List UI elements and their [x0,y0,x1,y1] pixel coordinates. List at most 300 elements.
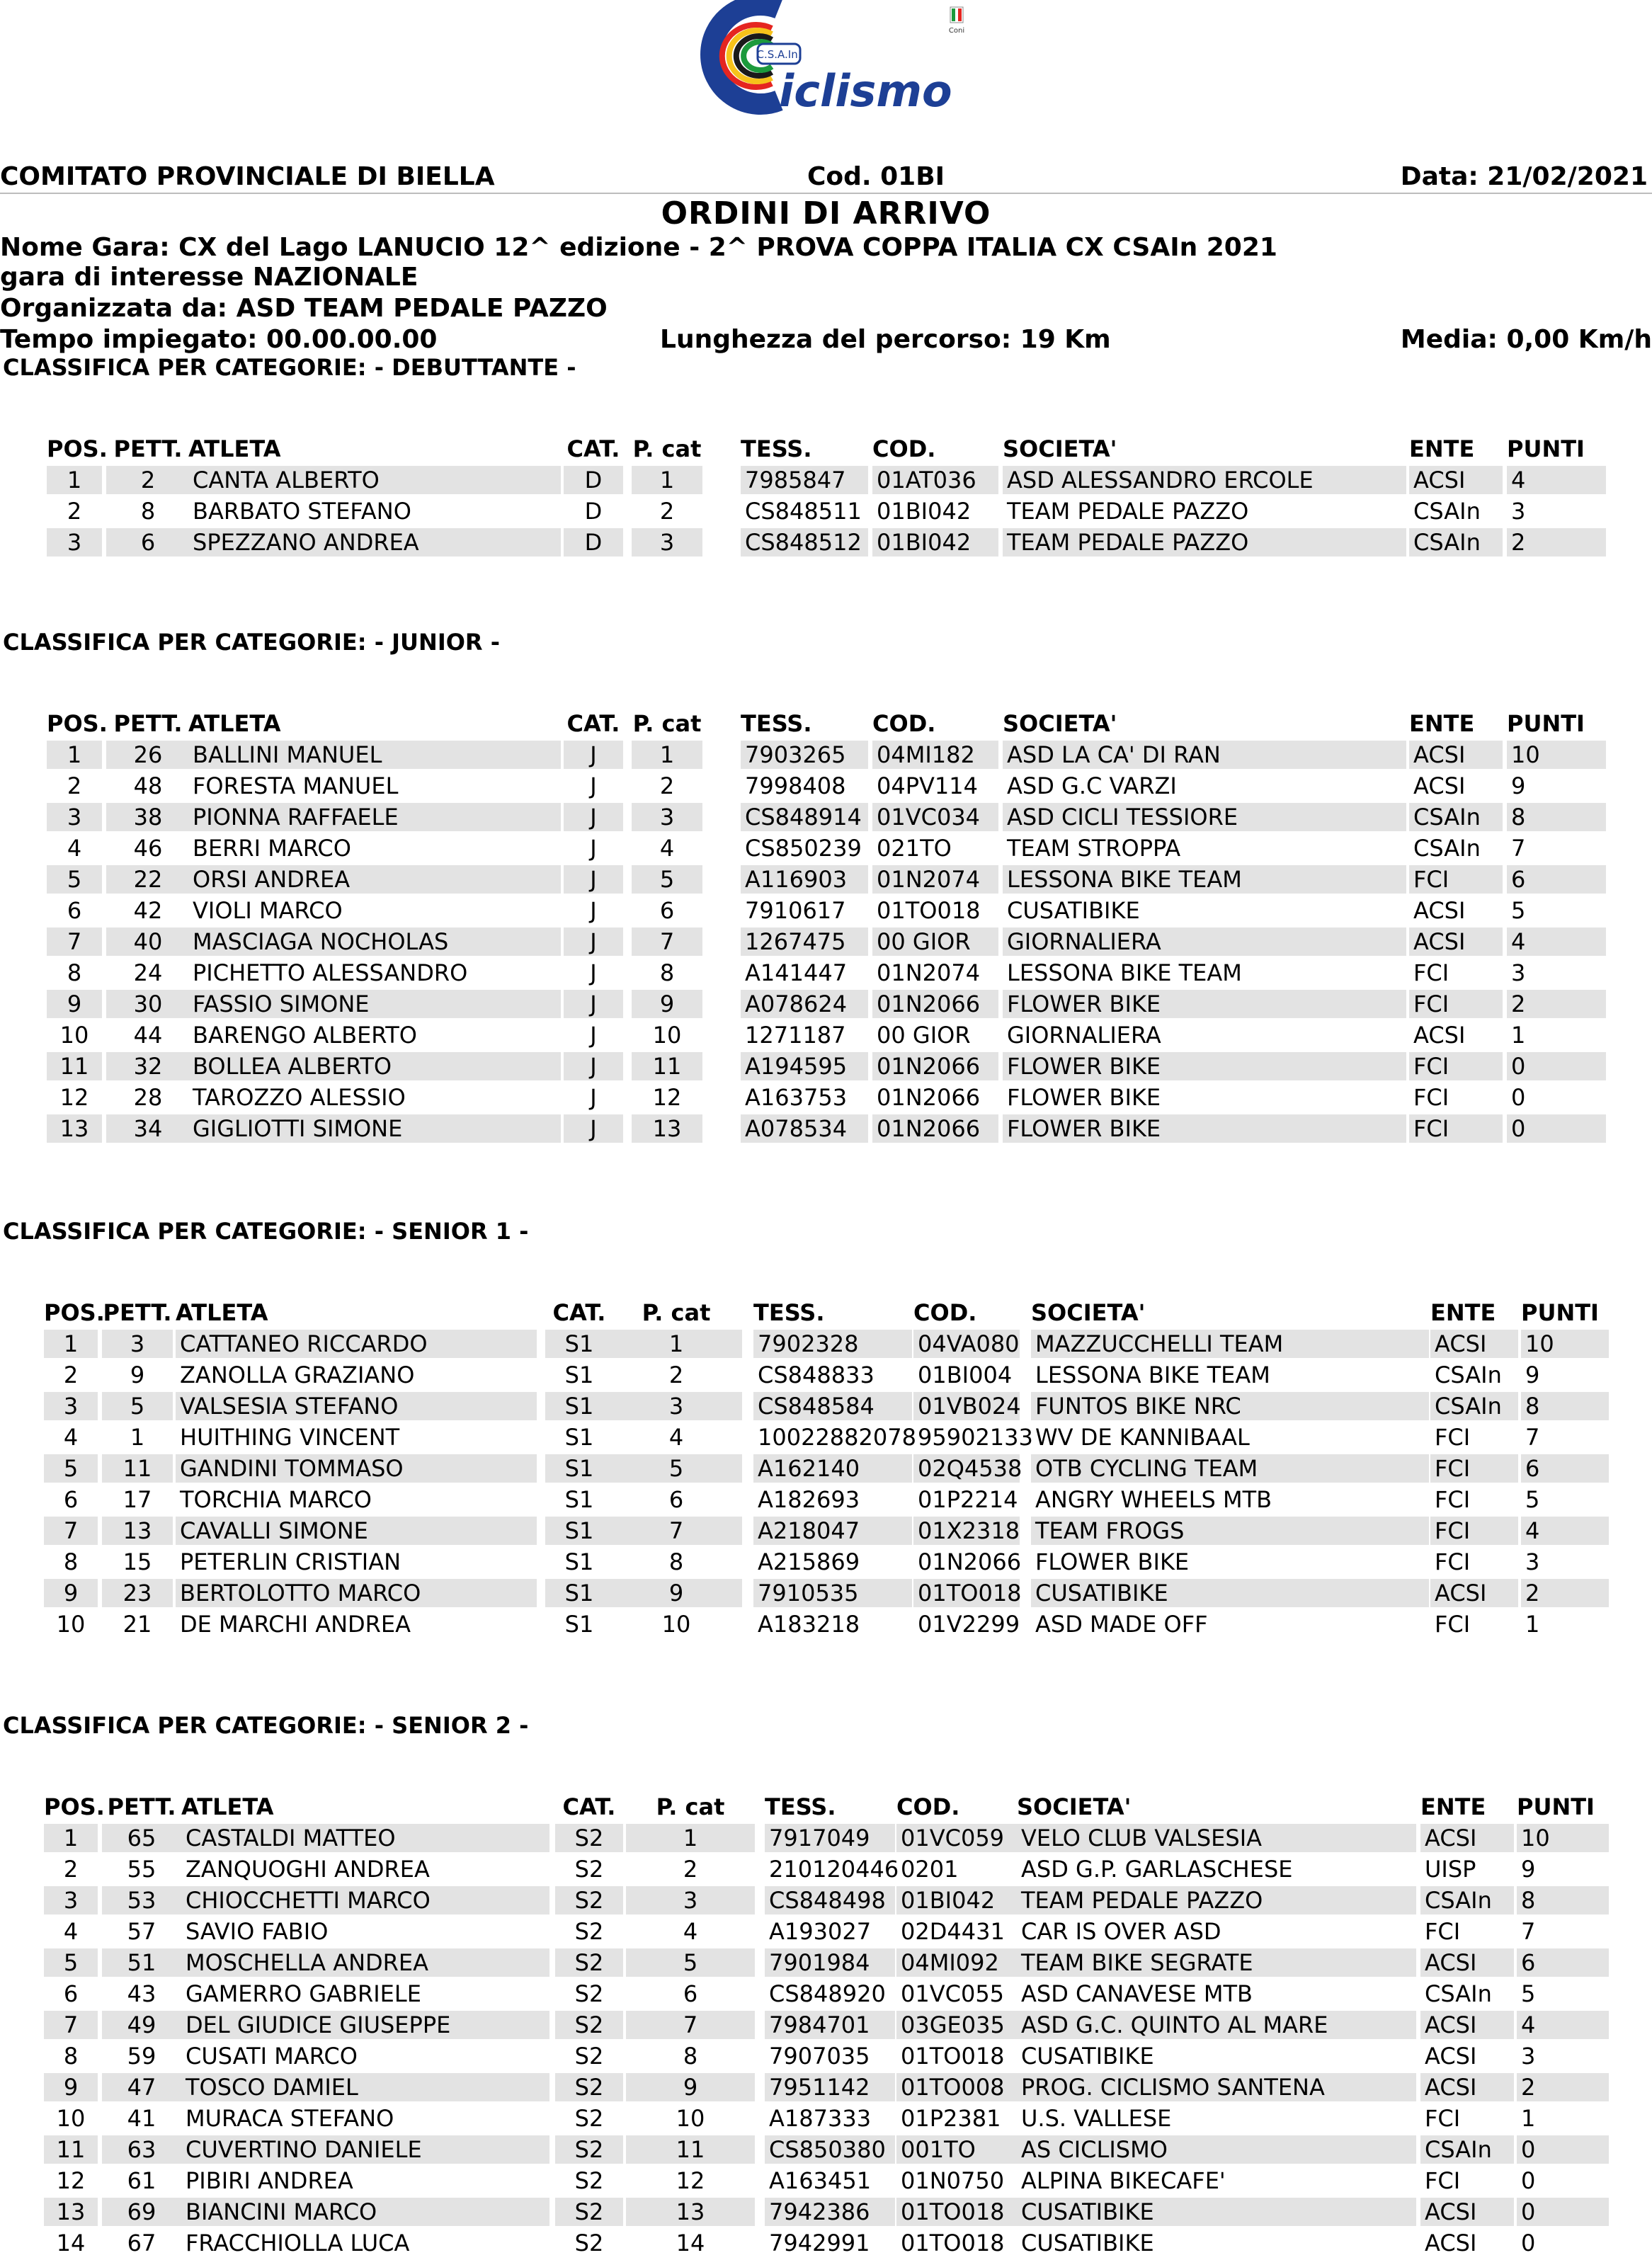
cell-points: 2 [1521,1579,1609,1607]
cell-tess: CS848920 [769,1980,886,2007]
cell-body: ACSI [1413,897,1466,924]
cell-pett: 57 [127,1918,156,1945]
table-row [0,1917,1652,1948]
committee-name: COMITATO PROVINCIALE DI BIELLA [0,162,495,191]
cell-points: 3 [1511,959,1526,986]
cell-athlete: MOSCHELLA ANDREA [181,1948,549,1977]
cell-body: FCI [1409,1114,1503,1143]
column-header-athlete: ATLETA [181,1793,274,1820]
cell-team: LESSONA BIKE TEAM [1003,865,1406,894]
cell-cat: J [564,990,623,1018]
cell-pcat: 10 [652,1022,682,1049]
cell-pcat: 11 [626,2135,755,2164]
cell-cat: S1 [564,1486,594,1513]
cell-tess: A141447 [745,959,848,986]
cell-tess: CS850239 [745,835,862,862]
cell-tess: A215869 [758,1548,860,1575]
cell-pett: 24 [133,959,163,986]
table-row [0,741,1652,772]
cell-athlete: ORSI ANDREA [188,865,561,894]
cell-team: CUSATIBIKE [1031,1579,1429,1607]
cell-athlete: PIONNA RAFFAELE [188,803,561,831]
cell-athlete: DE MARCHI ANDREA [180,1611,411,1638]
cell-points: 9 [1511,772,1526,799]
cell-team: CAR IS OVER ASD [1021,1918,1221,1945]
cell-cod: 001TO [896,2135,1020,2164]
cell-body: CSAIn [1425,1980,1492,2007]
cell-tess: A193027 [769,1918,872,1945]
cell-pcat: 7 [626,2011,755,2039]
cell-cat: S2 [555,1886,623,1914]
cell-body: FCI [1435,1548,1471,1575]
cell-points: 4 [1517,2011,1609,2039]
cell-athlete: CASTALDI MATTEO [181,1824,549,1852]
cell-tess: 7917049 [765,1824,895,1852]
cell-pos: 5 [47,865,102,894]
cell-body: UISP [1425,1856,1476,1883]
cell-points: 5 [1525,1486,1540,1513]
cell-points: 4 [1507,928,1606,956]
column-header-body: ENTE [1409,435,1475,462]
cell-pos: 14 [56,2230,86,2256]
cell-tess: 1267475 [741,928,868,956]
cell-cod: 04PV114 [877,772,978,799]
cell-pcat: 6 [683,1980,698,2007]
cell-team: LESSONA BIKE TEAM [1035,1362,1270,1388]
cell-pcat: 13 [632,1114,702,1143]
table-row [0,2135,1652,2167]
cell-pcat: 1 [632,466,702,494]
cell-pcat: 3 [632,803,702,831]
cell-cat: S1 [545,1330,613,1358]
cell-tess: 7984701 [765,2011,895,2039]
column-header-pcat: P. cat [642,1299,711,1326]
cell-pcat: 1 [626,1824,755,1852]
cell-cod: 01X2318 [913,1517,1020,1545]
cell-points: 10 [1521,1330,1609,1358]
cell-body: ACSI [1413,1022,1466,1049]
column-header-cod: COD. [913,1299,977,1326]
cell-team: ASD G.C. QUINTO AL MARE [1017,2011,1416,2039]
cell-athlete: MASCIAGA NOCHOLAS [188,928,561,956]
cell-cat: S2 [574,1980,604,2007]
section-title: CLASSIFICA PER CATEGORIE: - SENIOR 1 - [3,1218,529,1245]
cell-team: CUSATIBIKE [1007,897,1140,924]
cell-athlete: BOLLEA ALBERTO [188,1052,561,1080]
cell-pos: 7 [47,928,102,956]
cell-pos: 4 [63,1424,79,1451]
table-row [0,2073,1652,2104]
race-name: Nome Gara: CX del Lago LANUCIO 12^ edizione - 2^ PROVA COPPA ITALIA CX CSAIn 2021 [0,233,1277,262]
cell-pett: 23 [102,1579,173,1607]
table-row [0,1948,1652,1980]
column-header-pett: PETT. [113,710,183,737]
cell-points: 6 [1507,865,1606,894]
cell-body: CSAIn [1420,1886,1514,1914]
cell-team: FLOWER BIKE [1003,1114,1406,1143]
cell-pcat: 6 [659,897,675,924]
cell-tess: 7910617 [745,897,846,924]
cell-body: FCI [1435,1424,1471,1451]
cell-cat: S2 [555,1948,623,1977]
section-title: CLASSIFICA PER CATEGORIE: - SENIOR 2 - [3,1712,529,1739]
table-row [0,834,1652,865]
cell-pett: 2 [106,466,190,494]
cell-pos: 11 [47,1052,102,1080]
cell-tess: CS848584 [753,1392,912,1420]
cell-athlete: CAVALLI SIMONE [176,1517,537,1545]
logo-word: iclismo [779,65,952,117]
race-interest: gara di interesse NAZIONALE [0,263,418,292]
column-header-pett: PETT. [107,1793,176,1820]
cell-athlete: TOSCO DAMIEL [181,2073,549,2101]
cell-athlete: CANTA ALBERTO [188,466,561,494]
cell-pcat: 3 [626,1886,755,1914]
cell-pos: 13 [44,2198,98,2226]
cell-team: TEAM PEDALE PAZZO [1017,1886,1416,1914]
column-header-pos: POS. [44,1793,105,1820]
cell-team: GIORNALIERA [1003,928,1406,956]
cell-pcat: 8 [659,959,675,986]
cell-cod: 01P2214 [918,1486,1018,1513]
column-header-pos: POS. [47,710,108,737]
cell-cod: 01AT036 [872,466,998,494]
cell-points: 1 [1521,2105,1536,2132]
column-header-tess: TESS. [765,1793,836,1820]
cell-pett: 41 [127,2105,156,2132]
column-header-pett: PETT. [103,1299,172,1326]
cell-pett: 51 [102,1948,181,1977]
cell-cat: S2 [555,1824,623,1852]
table-row [0,528,1652,559]
cell-cod: 00 GIOR [872,928,998,956]
cell-team: TEAM BIKE SEGRATE [1017,1948,1416,1977]
cell-tess: A163451 [769,2167,872,2194]
cell-tess: CS848511 [745,498,862,525]
cell-points: 10 [1517,1824,1609,1852]
cell-pos: 1 [44,1330,98,1358]
cell-cod: 03GE035 [896,2011,1020,2039]
cell-pett: 17 [123,1486,152,1513]
cell-pcat: 9 [626,2073,755,2101]
cell-cat: J [590,835,597,862]
cell-athlete: BERRI MARCO [193,835,351,862]
cell-points: 7 [1511,835,1526,862]
cell-cat: S2 [555,2135,623,2164]
table-row [0,928,1652,959]
cell-points: 3 [1525,1548,1540,1575]
cell-pett: 1 [130,1424,145,1451]
cell-pos: 12 [56,2167,86,2194]
cell-athlete: BALLINI MANUEL [188,741,561,769]
cell-team: FUNTOS BIKE NRC [1031,1392,1429,1420]
table-row [0,1886,1652,1917]
cell-cod: 01TO018 [913,1579,1020,1607]
cell-tess: 10022882078 [758,1424,916,1451]
cell-tess: 7903265 [741,741,868,769]
cell-cod: 01N2074 [877,959,981,986]
cell-athlete: BERTOLOTTO MARCO [176,1579,537,1607]
cell-points: 8 [1507,803,1606,831]
cell-athlete: TORCHIA MARCO [180,1486,372,1513]
cell-cat: S2 [574,1856,604,1883]
cell-athlete: DEL GIUDICE GIUSEPPE [181,2011,549,2039]
cell-pett: 11 [102,1454,173,1483]
cell-athlete: CUVERTINO DANIELE [181,2135,549,2164]
cell-tess: A163753 [745,1084,848,1111]
cell-cod: 04VA080 [913,1330,1020,1358]
cell-tess: A078624 [741,990,868,1018]
cell-points: 10 [1507,741,1606,769]
cell-athlete: FASSIO SIMONE [188,990,561,1018]
cell-cod: 02D4431 [901,1918,1005,1945]
cell-pcat: 8 [668,1548,684,1575]
csain-ciclismo-logo [673,0,977,117]
table-row [0,1330,1652,1361]
cell-athlete: VALSESIA STEFANO [176,1392,537,1420]
cell-cat: J [564,1052,623,1080]
cell-points: 4 [1507,466,1606,494]
column-header-tess: TESS. [753,1299,825,1326]
column-header-athlete: ATLETA [188,435,281,462]
cell-tess: 7901984 [765,1948,895,1977]
cell-pos: 9 [47,990,102,1018]
cell-body: ACSI [1420,1948,1514,1977]
cell-pos: 2 [63,1362,79,1388]
cell-points: 2 [1517,2073,1609,2101]
cell-team: ASD CICLI TESSIORE [1003,803,1406,831]
cell-body: ACSI [1420,2198,1514,2226]
cell-body: CSAIn [1409,528,1503,557]
cell-points: 0 [1511,1084,1526,1111]
cell-cat: S1 [564,1548,594,1575]
cell-tess: CS848512 [741,528,868,557]
course-length: Lunghezza del percorso: 19 Km [660,325,1111,354]
column-header-tess: TESS. [741,710,812,737]
cell-cod: 01V2299 [918,1611,1020,1638]
cell-pett: 55 [127,1856,156,1883]
cell-body: CSAIn [1413,498,1481,525]
table-row [0,990,1652,1021]
cell-cat: J [564,928,623,956]
cell-pett: 32 [106,1052,190,1080]
cell-pcat: 10 [676,2105,705,2132]
cell-pcat: 7 [632,928,702,956]
cell-cod: 01N0750 [901,2167,1005,2194]
table-header-row [0,1299,1652,1330]
cell-athlete: VIOLI MARCO [193,897,343,924]
cell-tess: A182693 [758,1486,860,1513]
cell-pett: 49 [102,2011,181,2039]
cell-cat: J [564,865,623,894]
cell-pcat: 4 [668,1424,684,1451]
cell-cat: S1 [564,1611,594,1638]
cell-pett: 28 [133,1084,163,1111]
column-header-team: SOCIETA' [1003,710,1117,737]
cell-cat: J [590,1022,597,1049]
cell-cat: S1 [545,1392,613,1420]
column-header-cod: COD. [896,1793,960,1820]
cell-pos: 1 [47,466,102,494]
table-row [0,1855,1652,1886]
table-row [0,1548,1652,1579]
cell-pett: 46 [133,835,163,862]
cell-tess: CS848498 [765,1886,895,1914]
table-header-row [0,709,1652,741]
cell-cat: S2 [574,2230,604,2256]
cell-athlete: MURACA STEFANO [186,2105,394,2132]
cell-pcat: 2 [683,1856,698,1883]
cell-pett: 34 [106,1114,190,1143]
cell-cod: 01TO018 [901,2043,1005,2070]
cell-points: 0 [1521,2230,1536,2256]
table-row [0,2167,1652,2198]
cell-pett: 40 [106,928,190,956]
cell-team: GIORNALIERA [1007,1022,1161,1049]
cell-pos: 3 [44,1886,98,1914]
cell-body: FCI [1409,990,1503,1018]
cell-pcat: 4 [659,835,675,862]
cell-pcat: 12 [676,2167,705,2194]
cell-athlete: TAROZZO ALESSIO [193,1084,406,1111]
column-header-pcat: P. cat [632,710,702,737]
cell-tess: CS848833 [758,1362,875,1388]
cell-cat: S2 [555,2011,623,2039]
column-header-points: PUNTI [1517,1793,1595,1820]
cell-pett: 42 [133,897,163,924]
table-row [0,772,1652,803]
column-header-cat: CAT. [566,710,620,737]
cell-tess: A218047 [753,1517,912,1545]
cell-team: VELO CLUB VALSESIA [1017,1824,1416,1852]
cell-pett: 13 [102,1517,173,1545]
cell-body: CSAIn [1435,1362,1502,1388]
cell-team: ASD ALESSANDRO ERCOLE [1003,466,1406,494]
cell-athlete: BIANCINI MARCO [181,2198,549,2226]
cell-pos: 10 [56,2105,86,2132]
cell-cod: 01N2066 [918,1548,1022,1575]
column-header-cod: COD. [872,710,936,737]
cell-pos: 8 [63,1548,79,1575]
column-header-pett: PETT. [113,435,183,462]
cell-pett: 47 [102,2073,181,2101]
cell-points: 1 [1511,1022,1526,1049]
column-header-tess: TESS. [741,435,812,462]
cell-cod: 04MI092 [896,1948,1020,1977]
table-row [0,2104,1652,2135]
cell-pos: 10 [56,1611,86,1638]
cell-team: MAZZUCCHELLI TEAM [1031,1330,1429,1358]
cell-cat: J [590,897,597,924]
cell-points: 2 [1507,990,1606,1018]
cell-team: FLOWER BIKE [1035,1548,1190,1575]
column-header-pcat: P. cat [632,435,702,462]
cell-tess: 7998408 [745,772,846,799]
cell-pos: 5 [44,1948,98,1977]
cell-cod: 04MI182 [872,741,998,769]
cell-points: 4 [1521,1517,1609,1545]
cell-cat: S1 [564,1424,594,1451]
cell-pcat: 12 [652,1084,682,1111]
table-row [0,1114,1652,1146]
column-header-body: ENTE [1420,1793,1486,1820]
table-row [0,1021,1652,1052]
cell-body: ACSI [1420,2073,1514,2101]
cell-team: TEAM STROPPA [1007,835,1181,862]
cell-athlete: HUITHING VINCENT [180,1424,400,1451]
cell-pett: 59 [127,2043,156,2070]
cell-cod: 01N2066 [872,990,998,1018]
cell-pcat: 11 [632,1052,702,1080]
cell-points: 1 [1525,1611,1540,1638]
cell-cod: 01BI004 [918,1362,1013,1388]
cell-points: 0 [1507,1114,1606,1143]
cell-cat: D [564,466,623,494]
cell-athlete: CUSATI MARCO [186,2043,358,2070]
cell-points: 8 [1517,1886,1609,1914]
cell-tess: 210120446 [769,1856,899,1883]
cell-pett: 44 [133,1022,163,1049]
cell-body: FCI [1413,959,1449,986]
column-header-cat: CAT. [552,1299,606,1326]
cell-tess: 7985847 [741,466,868,494]
committee-code: Cod. 01BI [807,162,945,191]
cell-pett: 63 [102,2135,181,2164]
logo-badge-text: C.S.A.In. [756,48,802,61]
cell-pos: 7 [44,1517,98,1545]
cell-tess: 7942991 [769,2230,870,2256]
cell-pett: 30 [106,990,190,1018]
cell-cat: S2 [555,2198,623,2226]
cell-body: ACSI [1420,2011,1514,2039]
cell-body: CSAIn [1430,1392,1518,1420]
cell-body: ACSI [1413,772,1466,799]
cell-cat: S2 [574,2043,604,2070]
cell-body: FCI [1425,1918,1461,1945]
cell-pett: 5 [102,1392,173,1420]
cell-tess: 7907035 [769,2043,870,2070]
cell-body: ACSI [1430,1579,1518,1607]
cell-pett: 69 [102,2198,181,2226]
column-header-athlete: ATLETA [176,1299,268,1326]
table-row [0,2229,1652,2260]
cell-cod: 00 GIOR [877,1022,971,1049]
column-header-team: SOCIETA' [1003,435,1117,462]
table-row [0,2042,1652,2073]
cell-pcat: 2 [659,498,675,525]
cell-pos: 9 [44,1579,98,1607]
cell-pos: 1 [44,1824,98,1852]
cell-points: 9 [1525,1362,1540,1388]
table-row [0,1485,1652,1517]
cell-points: 9 [1521,1856,1536,1883]
cell-cod: 01VC034 [872,803,998,831]
column-header-cod: COD. [872,435,936,462]
table-row [0,2198,1652,2229]
cell-team: CUSATIBIKE [1021,2230,1154,2256]
cell-pcat: 5 [610,1454,742,1483]
cell-team: CUSATIBIKE [1017,2198,1416,2226]
cell-pcat: 5 [626,1948,755,1977]
cell-cod: 01BI042 [877,498,972,525]
cell-cod: 01VC059 [896,1824,1020,1852]
cell-pcat: 3 [632,528,702,557]
cell-athlete: BARBATO STEFANO [193,498,411,525]
cell-pcat: 8 [683,2043,698,2070]
cell-tess: 7910535 [753,1579,912,1607]
cell-points: 3 [1511,498,1526,525]
cell-pos: 1 [47,741,102,769]
